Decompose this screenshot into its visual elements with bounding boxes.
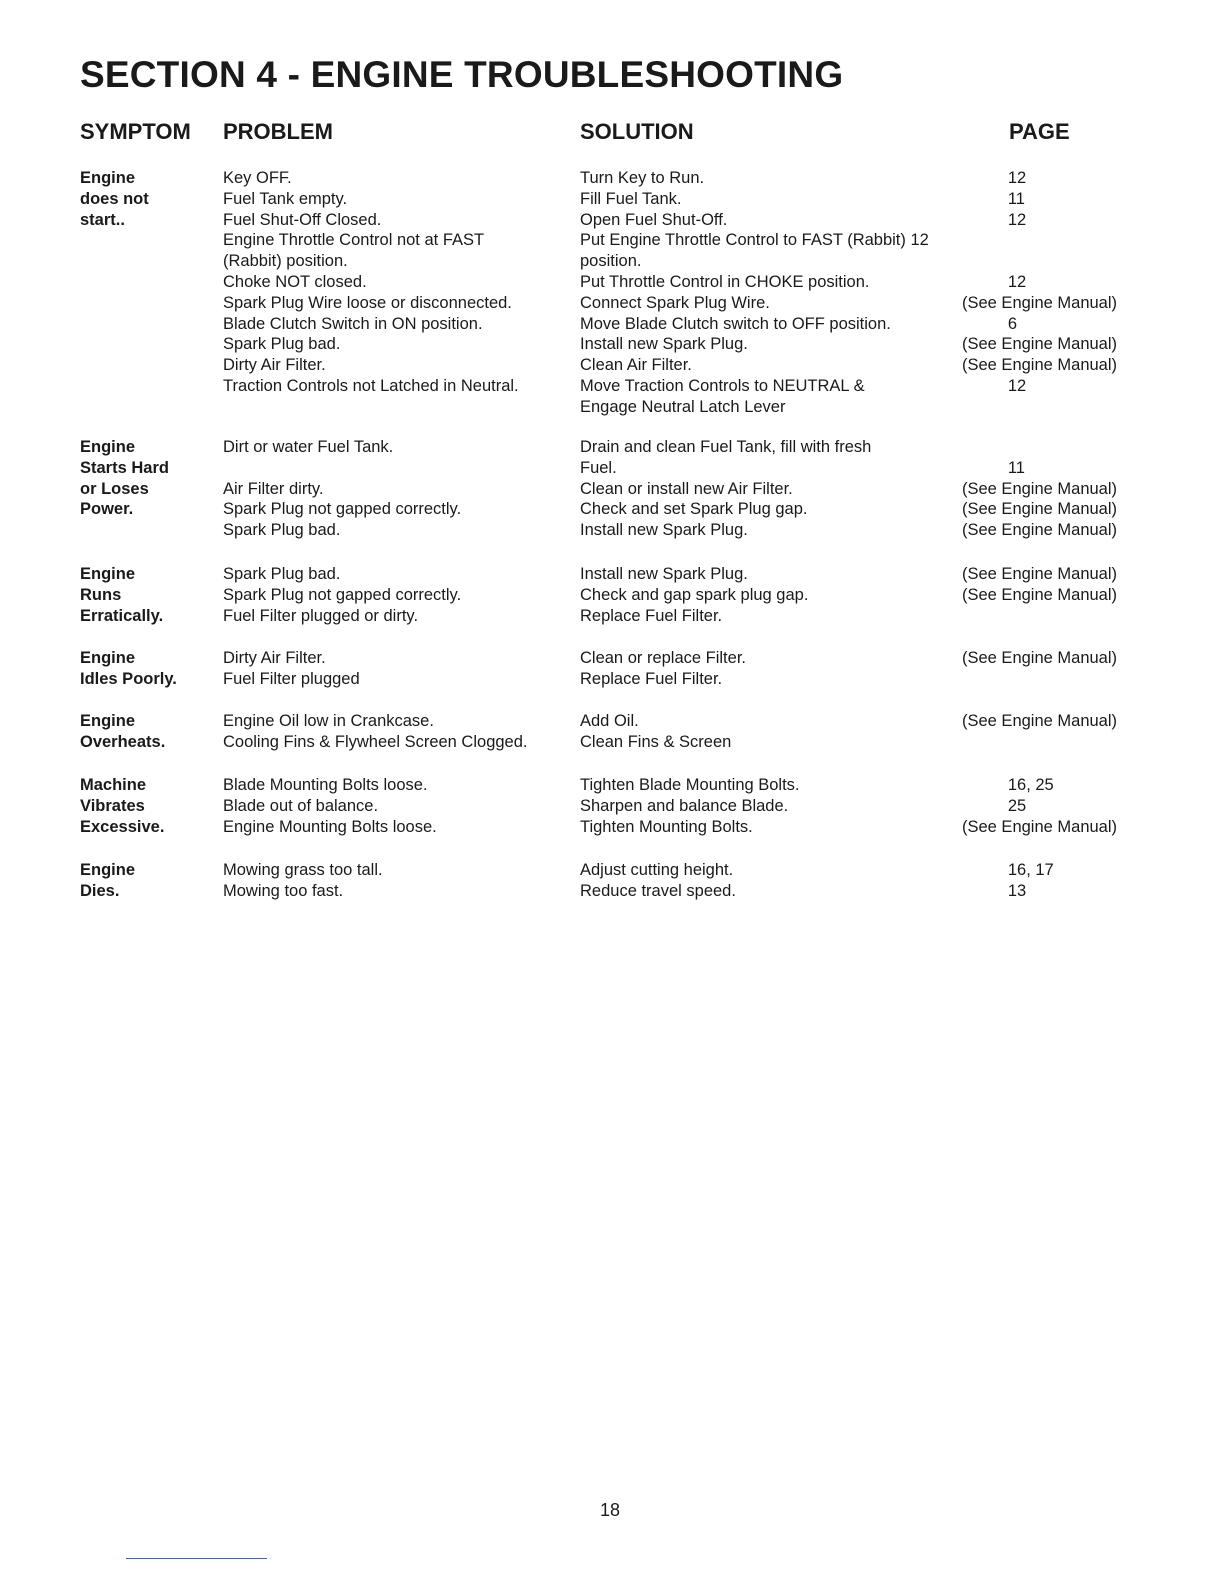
page-column <box>962 775 1117 837</box>
page-line: (See Engine Manual) <box>962 293 1118 312</box>
solution-line: Clean or replace Filter. <box>580 649 746 667</box>
symptom-line: or Loses <box>80 479 149 498</box>
header-solution: SOLUTION <box>580 119 694 144</box>
page-line: 6 <box>962 314 1018 333</box>
solution-line: Add Oil. <box>580 712 639 730</box>
page-line: (See Engine Manual) <box>962 500 1118 519</box>
problem-line: Blade Clutch Switch in ON position. <box>223 314 483 333</box>
symptom-column <box>80 775 164 837</box>
problem-line: Fuel Filter plugged or dirty. <box>223 606 419 625</box>
solution-line: Drain and clean Fuel Tank, fill with fresh <box>580 438 872 456</box>
solution-line: Move Blade Clutch switch to OFF position. <box>580 314 891 333</box>
solution-line: Install new Spark Plug. <box>580 521 748 540</box>
page-line: (See Engine Manual) <box>962 817 1118 836</box>
solution-line: position. <box>580 252 642 271</box>
symptom-line: Engine <box>80 649 136 667</box>
page-line: (See Engine Manual) <box>962 356 1118 375</box>
problem-column <box>223 437 461 541</box>
page-line: 12 <box>962 272 1027 291</box>
problem-column <box>223 168 519 397</box>
symptom-line: Idles Poorly. <box>80 669 177 688</box>
symptom-line: Erratically. <box>80 606 164 625</box>
solution-line: Tighten Mounting Bolts. <box>580 817 753 836</box>
solution-column <box>580 711 731 753</box>
page-column <box>962 648 1117 669</box>
page-column <box>962 860 1054 902</box>
solution-column <box>580 437 871 541</box>
problem-line: Spark Plug not gapped correctly. <box>223 585 462 604</box>
problem-line: Key OFF. <box>223 169 292 187</box>
page-line: (See Engine Manual) <box>962 335 1118 354</box>
solution-line: Replace Fuel Filter. <box>580 606 723 625</box>
page-line: (See Engine Manual) <box>962 565 1118 583</box>
solution-line: Move Traction Controls to NEUTRAL & <box>580 376 865 395</box>
symptom-line: Engine <box>80 861 136 879</box>
problem-line: Blade Mounting Bolts loose. <box>223 776 428 794</box>
problem-line: Spark Plug Wire loose or disconnected. <box>223 293 512 312</box>
problem-line: Spark Plug bad. <box>223 565 341 583</box>
problem-line: Mowing too fast. <box>223 881 344 900</box>
page-title: SECTION 4 - ENGINE TROUBLESHOOTING <box>80 54 844 95</box>
solution-line: Fuel. <box>580 458 617 477</box>
problem-line: Engine Throttle Control not at FAST <box>223 231 485 250</box>
problem-line: Fuel Shut-Off Closed. <box>223 210 382 229</box>
symptom-line: start.. <box>80 210 125 229</box>
symptom-line: Vibrates <box>80 796 145 815</box>
header-page: PAGE <box>1009 119 1070 144</box>
solution-line: Sharpen and balance Blade. <box>580 796 789 815</box>
symptom-line: Runs <box>80 585 122 604</box>
solution-line: Install new Spark Plug. <box>580 335 748 354</box>
solution-column <box>580 775 800 837</box>
solution-line: Clean Air Filter. <box>580 356 692 375</box>
problem-line: Fuel Filter plugged <box>223 669 360 688</box>
page-line: 16, 17 <box>962 861 1054 879</box>
solution-line: Fill Fuel Tank. <box>580 189 682 208</box>
page-column <box>962 437 1117 541</box>
problem-line: Air Filter dirty. <box>223 479 324 498</box>
footer-rule <box>126 1558 267 1559</box>
solution-line: Connect Spark Plug Wire. <box>580 293 770 312</box>
symptom-line: Overheats. <box>80 732 166 751</box>
solution-column <box>580 168 929 418</box>
header-problem: PROBLEM <box>223 119 333 144</box>
symptom-line: Dies. <box>80 881 120 900</box>
problem-column <box>223 860 383 902</box>
symptom-column <box>80 564 163 626</box>
solution-column <box>580 860 736 902</box>
page-line: 12 <box>962 169 1027 187</box>
problem-column <box>223 711 528 753</box>
page-line: (See Engine Manual) <box>962 712 1118 730</box>
page-column <box>962 711 1117 732</box>
problem-line <box>223 458 461 479</box>
symptom-line: Power. <box>80 500 134 519</box>
problem-line: (Rabbit) position. <box>223 252 348 271</box>
problem-line: Fuel Tank empty. <box>223 189 348 208</box>
problem-line: Spark Plug not gapped correctly. <box>223 500 462 519</box>
symptom-line: Engine <box>80 565 136 583</box>
solution-line: Open Fuel Shut-Off. <box>580 210 728 229</box>
solution-line: Install new Spark Plug. <box>580 565 748 583</box>
solution-line: Replace Fuel Filter. <box>580 669 723 688</box>
symptom-line: Excessive. <box>80 817 165 836</box>
symptom-column <box>80 860 135 902</box>
problem-line: Spark Plug bad. <box>223 521 341 540</box>
symptom-line: Starts Hard <box>80 458 169 477</box>
problem-line: Dirty Air Filter. <box>223 649 326 667</box>
problem-column <box>223 775 437 837</box>
problem-column <box>223 564 461 626</box>
page-line: (See Engine Manual) <box>962 479 1118 498</box>
problem-line: Engine Mounting Bolts loose. <box>223 817 437 836</box>
problem-line: Dirt or water Fuel Tank. <box>223 438 394 456</box>
problem-line: Choke NOT closed. <box>223 272 367 291</box>
page-line: (See Engine Manual) <box>962 649 1118 667</box>
solution-line: Check and set Spark Plug gap. <box>580 500 808 519</box>
problem-line: Blade out of balance. <box>223 796 379 815</box>
problem-line: Engine Oil low in Crankcase. <box>223 712 434 730</box>
solution-line: Tighten Blade Mounting Bolts. <box>580 776 800 794</box>
page-line <box>962 230 1117 251</box>
page-line: 25 <box>962 796 1027 815</box>
page-line: (See Engine Manual) <box>962 585 1118 604</box>
symptom-column <box>80 168 149 230</box>
solution-line: Adjust cutting height. <box>580 861 734 879</box>
page-line: 11 <box>962 189 1025 208</box>
problem-line: Spark Plug bad. <box>223 335 341 354</box>
symptom-line: Engine <box>80 712 136 730</box>
symptom-line: Engine <box>80 438 136 456</box>
solution-line: Reduce travel speed. <box>580 881 736 900</box>
page-line: 12 <box>962 376 1027 395</box>
page-line <box>962 437 1117 458</box>
symptom-column <box>80 711 165 753</box>
page-number: 18 <box>600 1500 621 1520</box>
solution-line: Clean Fins & Screen <box>580 732 732 751</box>
page-line: 12 <box>962 210 1027 229</box>
problem-column <box>223 648 360 690</box>
problem-line: Cooling Fins & Flywheel Screen Clogged. <box>223 732 528 751</box>
problem-line: Mowing grass too tall. <box>223 861 383 879</box>
solution-line: Put Engine Throttle Control to FAST (Rabbit) 12 <box>580 231 929 250</box>
page-line: (See Engine Manual) <box>962 521 1118 540</box>
header-symptom: SYMPTOM <box>80 119 191 144</box>
solution-line: Turn Key to Run. <box>580 169 705 187</box>
page-column <box>962 168 1117 397</box>
symptom-line: does not <box>80 189 149 208</box>
symptom-line: Engine <box>80 169 136 187</box>
page-line: 11 <box>962 458 1025 477</box>
solution-line: Clean or install new Air Filter. <box>580 479 793 498</box>
solution-line: Put Throttle Control in CHOKE position. <box>580 272 870 291</box>
symptom-column <box>80 648 177 690</box>
symptom-line: Machine <box>80 776 147 794</box>
page-line: 16, 25 <box>962 776 1054 794</box>
solution-line: Check and gap spark plug gap. <box>580 585 809 604</box>
solution-column <box>580 648 746 690</box>
symptom-column <box>80 437 169 520</box>
page-line: 13 <box>962 881 1027 900</box>
solution-line: Engage Neutral Latch Lever <box>580 397 786 416</box>
page-column <box>962 564 1117 606</box>
page-line <box>962 251 1117 272</box>
problem-line: Traction Controls not Latched in Neutral. <box>223 376 519 395</box>
problem-line: Dirty Air Filter. <box>223 356 326 375</box>
solution-column <box>580 564 808 626</box>
